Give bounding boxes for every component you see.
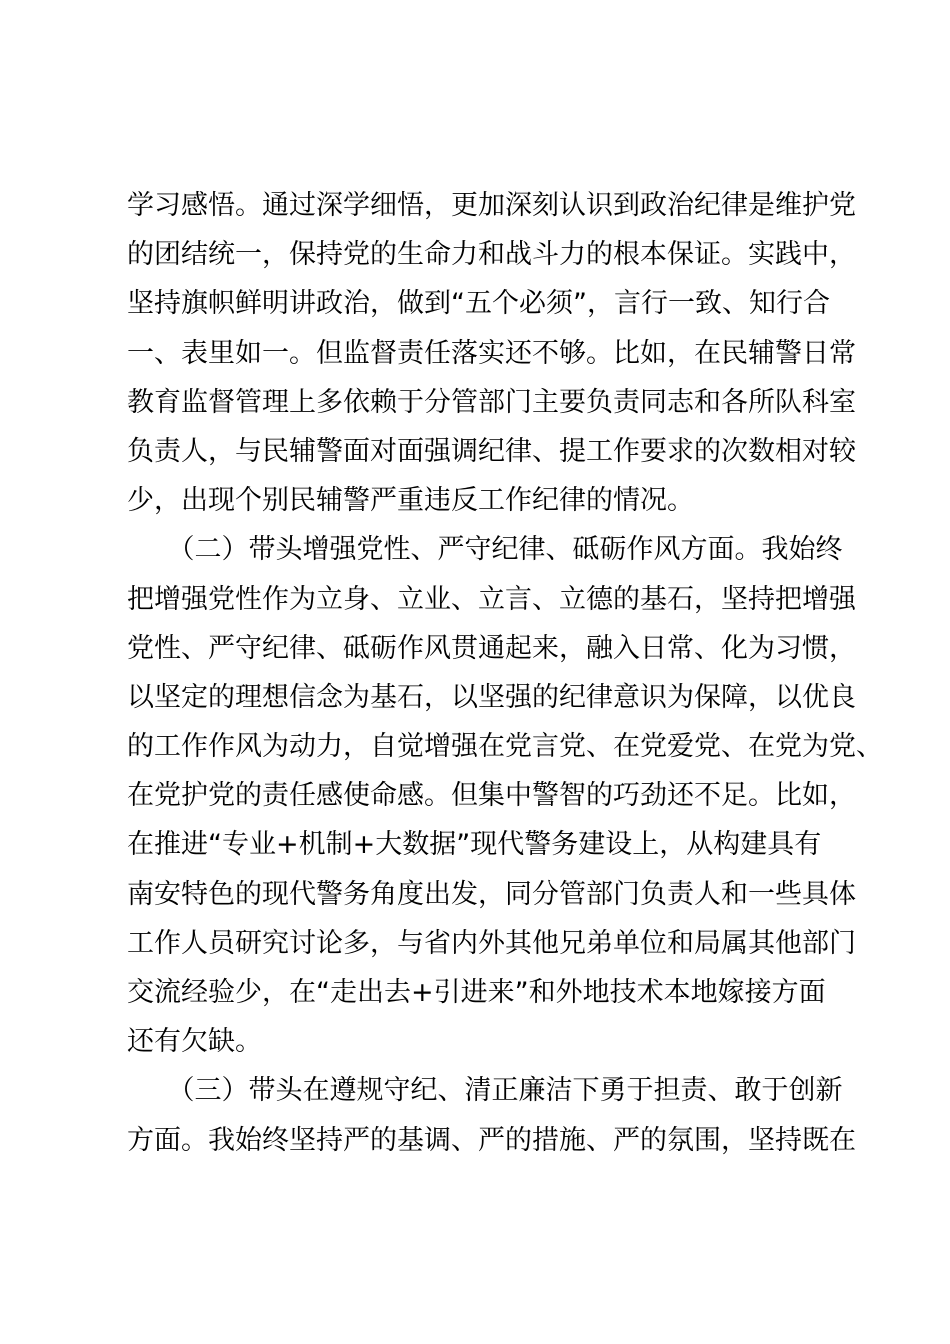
text-line: 还有欠缺。 (127, 1026, 262, 1058)
text-line: （二）带头增强党性、严守纪律、砥砺作风方面。我始终 (127, 534, 843, 566)
text-line: 以坚定的理想信念为基石，以坚强的纪律意识为保障，以优良 (127, 681, 856, 713)
text-line: 把增强党性作为立身、立业、立言、立德的基石，坚持把增强 (127, 583, 856, 615)
text-line: 南安特色的现代警务角度出发，同分管部门负责人和一些具体 (127, 878, 856, 910)
text-line: 方面。我始终坚持严的基调、严的措施、严的氛围，坚持既在 (127, 1124, 856, 1156)
text-line: 工作人员研究讨论多，与省内外其他兄弟单位和局属其他部门 (127, 927, 856, 959)
text-line: 少，出现个别民辅警严重违反工作纪律的情况。 (127, 485, 694, 517)
text-line: 坚持旗帜鲜明讲政治，做到“五个必须”，言行一致、知行合 (127, 288, 830, 320)
text-line: 在党护党的责任感使命感。但集中警智的巧劲还不足。比如， (127, 780, 856, 812)
document-body (127, 181, 883, 1165)
text-line: 学习感悟。通过深学细悟，更加深刻认识到政治纪律是维护党 (127, 190, 856, 221)
text-line: 党性、严守纪律、砥砺作风贯通起来，融入日常、化为习惯， (127, 632, 856, 664)
text-line: 交流经验少，在“走出去+引进来”和外地技术本地嫁接方面 (127, 977, 826, 1008)
text-line: （三）带头在遵规守纪、清正廉洁下勇于担责、敢于创新 (127, 1075, 843, 1107)
text-line: 负责人，与民辅警面对面强调纪律、提工作要求的次数相对较 (127, 435, 856, 467)
text-line: 教育监督管理上多依赖于分管部门主要负责同志和各所队科室 (127, 386, 856, 418)
text-line: 在推进“专业+机制+大数据”现代警务建设上，从构建具有 (127, 829, 822, 861)
text-line: 的团结统一，保持党的生命力和战斗力的根本保证。实践中， (127, 239, 856, 271)
text-line: 的工作作风为动力，自觉增强在党言党、在党爱党、在党为党、 (127, 731, 883, 763)
text-line: 一、表里如一。但监督责任落实还不够。比如，在民辅警日常 (127, 337, 856, 369)
